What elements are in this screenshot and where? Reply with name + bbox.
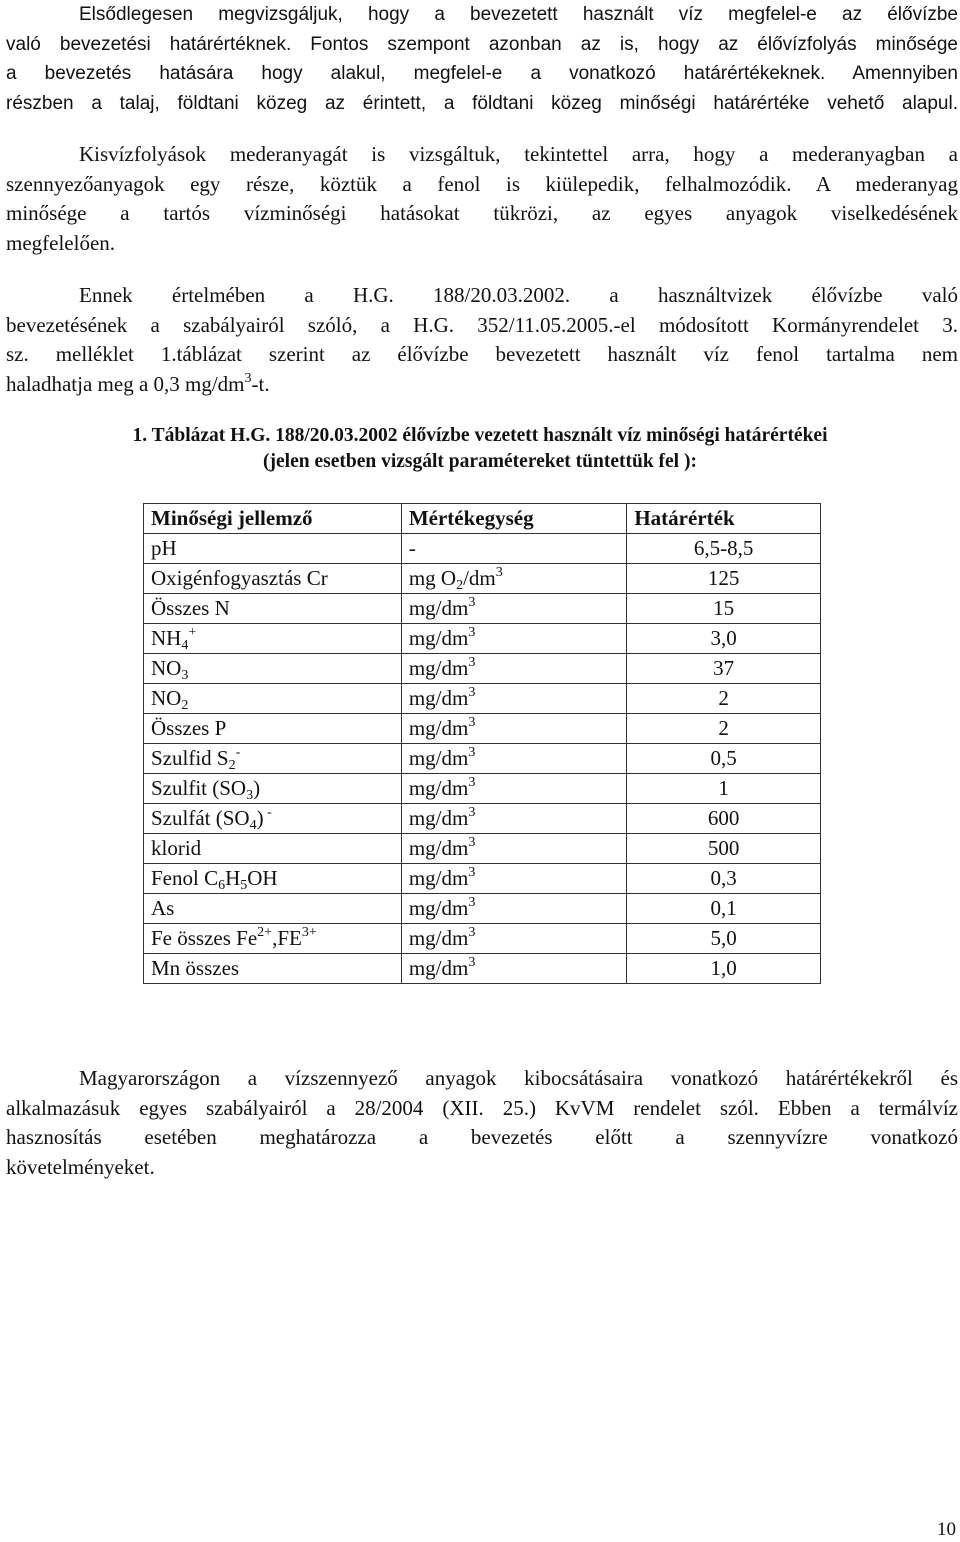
cell-text: pH [151,536,177,560]
cell-text: Mn összes [151,956,240,980]
intro-line: való bevezetési határértéknek. Fontos szempont azonban az is, hogy az élővízfolyás minősége [6,33,958,55]
superscript: 3 [468,955,476,970]
cell-text: mg/dm [408,746,469,770]
cell-text: Oxigénfogyasztás Cr [151,566,328,590]
limit-value-cell: 1,0 [627,954,821,984]
limits-table-body [144,534,821,984]
unit-cell [401,684,627,714]
parameter-cell [144,744,402,774]
cell-text: mg/dm [408,656,469,680]
limit-value-cell: 6,5-8,5 [627,534,821,564]
regulation-text: -t. [251,371,270,396]
superscript: 3 [468,925,476,940]
limit-value-cell: 500 [627,834,821,864]
table-row [144,534,821,564]
superscript: 3 [468,805,476,820]
unit-cell [401,534,627,564]
limit-value-cell: 37 [627,654,821,684]
sediment-paragraph [6,140,958,258]
unit-cell [401,594,627,624]
limit-value-cell: 2 [627,684,821,714]
intro-line: a bevezetés hatására hogy alakul, megfelel-e a vonatkozó határértékeknek. Amennyiben [6,63,958,84]
table-row [144,924,821,954]
intro-line: részben a talaj, földtani közeg az érintett, a földtani közeg minőségi határértéke vehető alapul. [6,92,958,114]
regulation-line: sz. melléklet 1.táblázat szerint az élővízbe bevezetett használt víz fenol tartalma nem [6,342,958,366]
superscript: 3 [468,895,476,910]
cell-text: Összes N [151,596,230,620]
superscript: 3 [468,835,476,850]
superscript: 3 [468,865,476,880]
table-row [144,594,821,624]
table-header-row [144,504,821,534]
table-row [144,684,821,714]
superscript: 3 [468,685,476,700]
limit-value-cell: 2 [627,714,821,744]
cell-text: ) [253,776,261,800]
cell-text: NO [151,656,182,680]
cell-text: klorid [151,836,202,860]
table-row [144,714,821,744]
hungary-line: követelményeket. [6,1154,155,1179]
regulation-paragraph [6,281,958,399]
cell-text: mg/dm [408,776,469,800]
cell-text: ,FE [272,926,302,950]
cell-text: Szulfát (SO [151,806,250,830]
unit-cell [401,834,627,864]
table-caption-line: (jelen esetben vizsgált paramétereket tüntettük fel ): [263,451,697,472]
hungary-paragraph [6,1064,958,1182]
cell-text: mg O [408,566,457,590]
cell-text: Összes P [151,716,227,740]
cell-text: mg/dm [408,866,469,890]
parameter-cell [144,834,402,864]
limit-value-cell: 15 [627,594,821,624]
cell-text: Fenol C [151,866,219,890]
cell-text: OH [247,866,278,890]
table-row [144,624,821,654]
unit-cell [401,954,627,984]
table-caption-line: 1. Táblázat H.G. 188/20.03.2002 élővízbe vezetett használt víz minőségi határértékei [132,425,828,446]
unit-cell [401,744,627,774]
cell-text: mg/dm [408,926,469,950]
parameter-cell [144,624,402,654]
cell-text: mg/dm [408,836,469,860]
regulation-line: bevezetésének a szabályairól szóló, a H.G. 352/11.05.2005.-el módosított Kormányrendelet 3. [6,312,958,337]
superscript: 3 [468,715,476,730]
superscript: 2+ [257,925,273,940]
limit-value-cell: 1 [627,774,821,804]
cell-text: NH [151,626,182,650]
parameter-cell [144,774,402,804]
superscript: 3 [244,370,252,386]
subscript: 4 [249,818,257,833]
superscript: + [188,625,197,640]
parameter-cell [144,924,402,954]
unit-cell [401,864,627,894]
cell-text: /dm [463,566,496,590]
limit-value-cell: 3,0 [627,624,821,654]
cell-text: - [408,536,416,560]
superscript: 3 [468,745,476,760]
subscript: 2 [181,698,189,713]
parameter-cell [144,684,402,714]
parameter-cell [144,654,402,684]
page-number: 10 [937,1519,956,1540]
parameter-cell [144,954,402,984]
limit-value-cell: 125 [627,564,821,594]
regulation-text: haladhatja meg a 0,3 mg/dm [6,371,245,396]
superscript: - [263,805,272,820]
cell-text: Szulfit (SO [151,776,247,800]
table-row [144,804,821,834]
superscript: 3 [468,655,476,670]
sediment-line: szennyezőanyagok egy része, köztük a fenol is kiülepedik, felhalmozódik. A mederanyag [6,171,958,196]
column-header-unit: Mértékegység [401,504,627,534]
unit-cell [401,564,627,594]
unit-cell [401,654,627,684]
cell-text: NO [151,686,182,710]
unit-cell [401,804,627,834]
superscript: - [235,745,241,760]
subscript: 6 [218,878,226,893]
limit-value-cell: 0,1 [627,894,821,924]
sediment-line: minősége a tartós vízminőségi hatásokat tükrözi, az egyes anyagok viselkedésének [6,201,958,225]
subscript: 5 [240,878,248,893]
cell-text: Szulfid S [151,746,229,770]
sediment-line: megfelelően. [6,230,116,255]
table-row [144,894,821,924]
unit-cell [401,774,627,804]
parameter-cell [144,804,402,834]
subscript: 3 [246,788,254,803]
superscript: 3 [468,595,476,610]
column-header-limit: Határérték [627,504,821,534]
parameter-cell [144,564,402,594]
intro-paragraph [6,0,958,118]
limit-value-cell: 0,3 [627,864,821,894]
unit-cell [401,924,627,954]
superscript: 3 [468,775,476,790]
hungary-line: alkalmazásuk egyes szabályairól a 28/2004 (XII. 25.) KvVM rendelet szól. Ebben a termálvíz [6,1095,958,1120]
cell-text: ) [256,806,264,830]
table-caption [0,423,960,475]
parameter-cell [144,714,402,744]
table-row [144,834,821,864]
subscript: 2 [456,578,464,593]
subscript: 2 [228,758,236,773]
cell-text: mg/dm [408,626,469,650]
cell-text: Fe összes Fe [151,926,258,950]
cell-text: mg/dm [408,806,469,830]
unit-cell [401,624,627,654]
cell-text: mg/dm [408,896,469,920]
hungary-line: Magyarországon a vízszennyező anyagok kibocsátásaira vonatkozó határértékekről és [79,1066,958,1090]
limit-value-cell: 0,5 [627,744,821,774]
hungary-line: hasznosítás esetében meghatározza a bevezetés előtt a szennyvízre vonatkozó [6,1125,958,1149]
intro-line: Elsődlegesen megvizsgáljuk, hogy a bevezetett használt víz megfelel-e az élővízbe [79,4,958,25]
cell-text: H [225,866,241,890]
cell-text: mg/dm [408,716,469,740]
limits-table [143,503,821,984]
sediment-line: Kisvízfolyások mederanyagát is vizsgáltuk, tekintettel arra, hogy a mederanyagban a [79,142,958,166]
unit-cell [401,894,627,924]
cell-text: mg/dm [408,686,469,710]
parameter-cell [144,864,402,894]
regulation-line: Ennek értelmében a H.G. 188/20.03.2002. a használtvizek élővízbe való [79,283,958,307]
cell-text: mg/dm [408,956,469,980]
cell-text: mg/dm [408,596,469,620]
limit-value-cell: 5,0 [627,924,821,954]
superscript: 3 [495,565,503,580]
parameter-cell [144,534,402,564]
table-row [144,864,821,894]
parameter-cell [144,894,402,924]
table-row [144,654,821,684]
superscript: 3 [468,625,476,640]
subscript: 4 [181,638,189,653]
table-row [144,954,821,984]
superscript: 3+ [301,925,317,940]
table-row [144,564,821,594]
unit-cell [401,714,627,744]
parameter-cell [144,594,402,624]
column-header-parameter: Minőségi jellemző [144,504,402,534]
cell-text: As [151,896,175,920]
regulation-line [6,370,958,400]
limit-value-cell: 600 [627,804,821,834]
subscript: 3 [181,668,189,683]
table-row [144,744,821,774]
table-row [144,774,821,804]
